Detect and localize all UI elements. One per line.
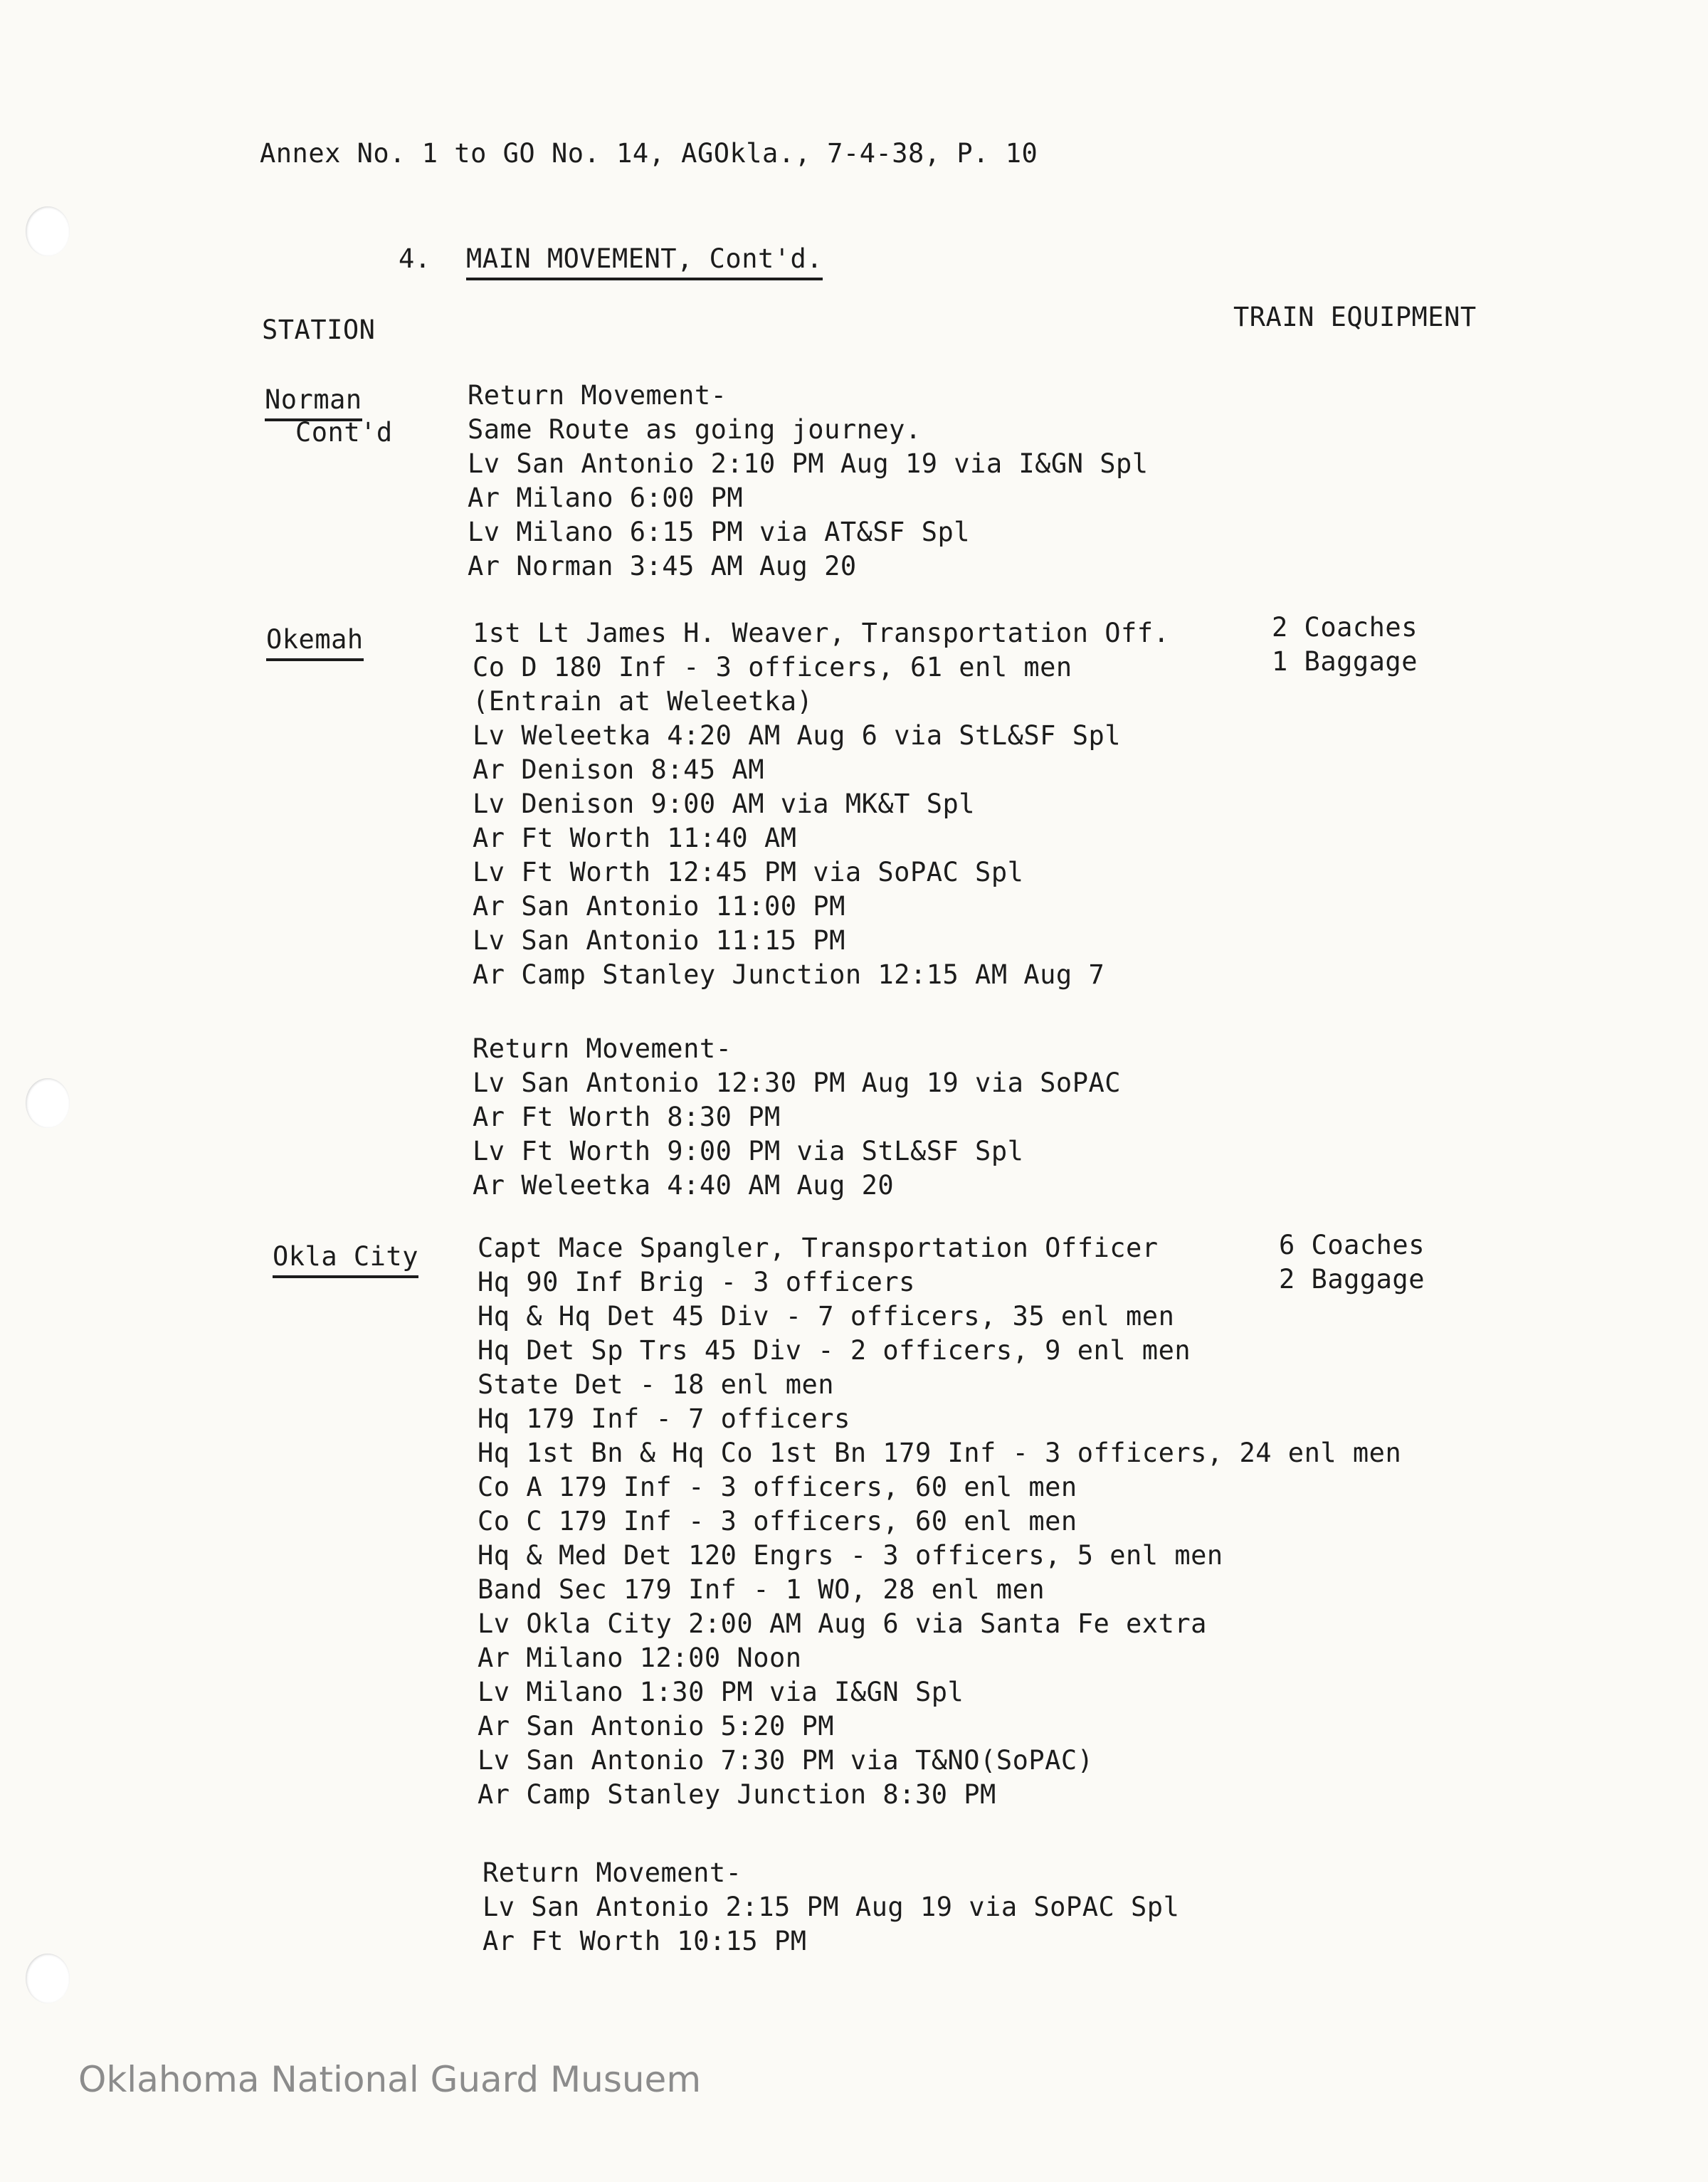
schedule-line: Hq 1st Bn & Hq Co 1st Bn 179 Inf - 3 officers, 24 enl men <box>478 1438 1402 1468</box>
column-header-station: STATION <box>262 315 376 345</box>
schedule-line: Hq & Med Det 120 Engrs - 3 officers, 5 enl men <box>478 1540 1223 1571</box>
okemah-schedule <box>473 616 1169 992</box>
document-header: Annex No. 1 to GO No. 14, AGOkla., 7-4-38, P. 10 <box>260 138 1038 169</box>
schedule-line: Lv San Antonio 2:10 PM Aug 19 via I&GN Spl <box>468 448 1149 479</box>
station-okla-city: Okla City <box>273 1240 418 1278</box>
schedule-line: Lv Ft Worth 12:45 PM via SoPAC Spl <box>473 857 1024 887</box>
schedule-line: Lv Okla City 2:00 AM Aug 6 via Santa Fe extra <box>478 1608 1207 1639</box>
schedule-line: Ar San Antonio 5:20 PM <box>478 1711 835 1741</box>
schedule-line: Ar Ft Worth 10:15 PM <box>483 1926 807 1956</box>
schedule-line: Hq Det Sp Trs 45 Div - 2 officers, 9 enl men <box>478 1335 1191 1366</box>
equipment-line: 6 Coaches <box>1279 1230 1425 1260</box>
schedule-line: Ar Denison 8:45 AM <box>473 754 764 785</box>
schedule-line: Hq & Hq Det 45 Div - 7 officers, 35 enl men <box>478 1301 1175 1332</box>
museum-watermark: Oklahoma National Guard Musuem <box>78 2059 702 2100</box>
equipment-line: 2 Baggage <box>1279 1264 1425 1295</box>
equipment-line: 1 Baggage <box>1272 646 1418 677</box>
schedule-line: Hq 179 Inf - 7 officers <box>478 1403 850 1434</box>
schedule-line: Ar Milano 6:00 PM <box>468 483 744 513</box>
station-norman-contd: Cont'd <box>295 417 393 448</box>
schedule-line: Lv Milano 6:15 PM via AT&SF Spl <box>468 517 971 547</box>
schedule-line: Band Sec 179 Inf - 1 WO, 28 enl men <box>478 1574 1045 1605</box>
station-okemah: Okemah <box>266 623 364 661</box>
schedule-line: Lv Weleetka 4:20 AM Aug 6 via StL&SF Spl <box>473 720 1122 751</box>
schedule-line: Lv San Antonio 12:30 PM Aug 19 via SoPAC <box>473 1068 1122 1098</box>
schedule-line: 1st Lt James H. Weaver, Transportation Off. <box>473 618 1170 648</box>
schedule-line: Ar Camp Stanley Junction 8:30 PM <box>478 1779 996 1810</box>
schedule-line: Co A 179 Inf - 3 officers, 60 enl men <box>478 1472 1077 1502</box>
section-title: MAIN MOVEMENT, Cont'd. <box>466 242 823 280</box>
schedule-line: Lv Ft Worth 9:00 PM via StL&SF Spl <box>473 1136 1024 1166</box>
schedule-line: Ar Norman 3:45 AM Aug 20 <box>468 551 857 581</box>
schedule-line: Ar Ft Worth 11:40 AM <box>473 823 797 853</box>
schedule-line: Same Route as going journey. <box>468 414 922 445</box>
schedule-line: Ar Camp Stanley Junction 12:15 AM Aug 7 <box>473 959 1105 990</box>
okemah-equipment <box>1272 611 1418 679</box>
norman-schedule <box>468 379 1149 584</box>
schedule-line: (Entrain at Weleetka) <box>473 686 813 717</box>
schedule-line: Ar Weleetka 4:40 AM Aug 20 <box>473 1170 895 1201</box>
column-header-equipment: TRAIN EQUIPMENT <box>1233 302 1477 332</box>
station-norman: Norman <box>265 383 362 421</box>
section-number: 4. <box>399 243 431 274</box>
okla-city-schedule <box>478 1231 1401 1812</box>
schedule-line: Co D 180 Inf - 3 officers, 61 enl men <box>473 652 1072 682</box>
schedule-line: Lv San Antonio 11:15 PM <box>473 925 845 956</box>
schedule-line: Return Movement- <box>473 1033 732 1064</box>
schedule-line: Return Movement- <box>468 380 727 411</box>
equipment-line: 2 Coaches <box>1272 612 1418 643</box>
schedule-line: Lv Denison 9:00 AM via MK&T Spl <box>473 789 976 819</box>
schedule-line: Lv San Antonio 7:30 PM via T&NO(SoPAC) <box>478 1745 1094 1776</box>
punch-hole <box>26 1954 70 2003</box>
schedule-line: Ar Milano 12:00 Noon <box>478 1643 802 1673</box>
schedule-line: Ar Ft Worth 8:30 PM <box>473 1102 781 1132</box>
schedule-line: Co C 179 Inf - 3 officers, 60 enl men <box>478 1506 1077 1537</box>
schedule-line: Lv Milano 1:30 PM via I&GN Spl <box>478 1677 964 1707</box>
schedule-line: Return Movement- <box>483 1857 742 1888</box>
schedule-line: Capt Mace Spangler, Transportation Officer <box>478 1233 1159 1263</box>
okemah-return-schedule <box>473 1032 1121 1203</box>
schedule-line: Hq 90 Inf Brig - 3 officers <box>478 1267 915 1297</box>
schedule-line: State Det - 18 enl men <box>478 1369 835 1400</box>
okla-city-return-schedule <box>483 1856 1179 1959</box>
okla-city-equipment <box>1279 1228 1425 1297</box>
schedule-line: Ar San Antonio 11:00 PM <box>473 891 845 922</box>
punch-hole <box>26 1078 70 1128</box>
schedule-line: Lv San Antonio 2:15 PM Aug 19 via SoPAC Spl <box>483 1892 1180 1922</box>
punch-hole <box>26 206 70 256</box>
